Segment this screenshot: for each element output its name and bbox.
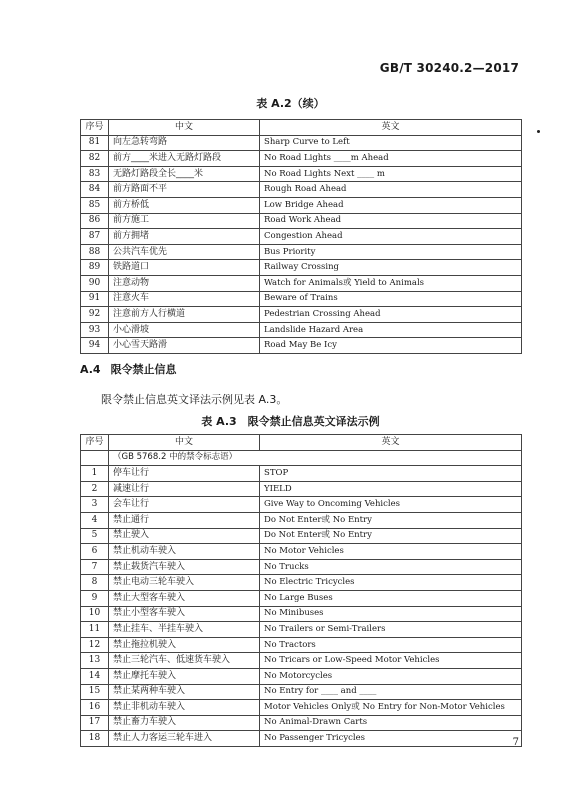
row-number: 13 <box>81 653 109 669</box>
table-row <box>81 182 522 198</box>
row-number: 84 <box>81 182 109 198</box>
table-row <box>81 151 522 167</box>
section-body-text: 限令禁止信息英文译法示例见表 A.3。 <box>101 393 288 406</box>
table-a3-title: 表 A.3 限令禁止信息英文译法示例 <box>201 415 380 428</box>
table-group-row <box>81 450 522 466</box>
row-english-text: Landslide Hazard Area <box>260 322 522 338</box>
row-chinese-text: 禁止通行 <box>109 512 260 528</box>
row-chinese-text: 禁止大型客车驶入 <box>109 590 260 606</box>
row-number: 88 <box>81 244 109 260</box>
row-number: 93 <box>81 322 109 338</box>
row-chinese-text: 禁止某两种车驶入 <box>109 684 260 700</box>
row-number: 81 <box>81 135 109 151</box>
row-number: 89 <box>81 260 109 276</box>
row-chinese-text: 禁止小型客车驶入 <box>109 606 260 622</box>
table-row <box>81 653 522 669</box>
row-english-text: Do Not Enter或 No Entry <box>260 528 522 544</box>
section-heading <box>80 361 177 377</box>
margin-mark <box>537 130 540 133</box>
row-english-text: Bus Priority <box>260 244 522 260</box>
table-row <box>81 512 522 528</box>
row-chinese-text: 禁止畜力车驶入 <box>109 715 260 731</box>
row-chinese-text: 禁止人力客运三轮车进入 <box>109 731 260 747</box>
row-english-text: No Electric Tricycles <box>260 575 522 591</box>
row-chinese-text: 小心雪天路滑 <box>109 338 260 354</box>
table-row <box>81 575 522 591</box>
row-chinese-text: 禁止电动三轮车驶入 <box>109 575 260 591</box>
section-title: 限令禁止信息 <box>110 363 177 376</box>
column-header-chinese: 中文 <box>109 120 260 136</box>
page-number: 7 <box>512 737 519 748</box>
table-row <box>81 481 522 497</box>
table-header-row <box>81 435 522 451</box>
row-number: 87 <box>81 229 109 245</box>
row-number: 7 <box>81 559 109 575</box>
row-chinese-text: 公共汽车优先 <box>109 244 260 260</box>
table-row <box>81 715 522 731</box>
table-row <box>81 275 522 291</box>
row-chinese-text: 前方路面不平 <box>109 182 260 198</box>
table-row <box>81 637 522 653</box>
row-english-text: No Trucks <box>260 559 522 575</box>
row-number: 82 <box>81 151 109 167</box>
row-number: 83 <box>81 166 109 182</box>
table-row <box>81 606 522 622</box>
row-english-text: YIELD <box>260 481 522 497</box>
row-number: 94 <box>81 338 109 354</box>
row-english-text: No Tractors <box>260 637 522 653</box>
row-english-text: No Passenger Tricycles <box>260 731 522 747</box>
section-number: A.4 <box>80 363 101 376</box>
row-english-text: Congestion Ahead <box>260 229 522 245</box>
row-number: 9 <box>81 590 109 606</box>
table-row <box>81 244 522 260</box>
table-row <box>81 322 522 338</box>
row-chinese-text: 前方拥堵 <box>109 229 260 245</box>
row-chinese-text: 注意动物 <box>109 275 260 291</box>
row-chinese-text: 禁止摩托车驶入 <box>109 668 260 684</box>
row-number: 85 <box>81 197 109 213</box>
row-chinese-text: 禁止驶入 <box>109 528 260 544</box>
table-row <box>81 668 522 684</box>
row-chinese-text: 注意火车 <box>109 291 260 307</box>
row-number: 3 <box>81 497 109 513</box>
row-english-text: Pedestrian Crossing Ahead <box>260 307 522 323</box>
row-english-text: No Road Lights Next ____ m <box>260 166 522 182</box>
standard-code: GB/T 30240.2—2017 <box>379 61 519 75</box>
row-chinese-text: 无路灯路段全长____米 <box>109 166 260 182</box>
row-number: 90 <box>81 275 109 291</box>
table-row <box>81 466 522 482</box>
row-chinese-text: 前方桥低 <box>109 197 260 213</box>
column-header-english: 英文 <box>260 120 522 136</box>
row-number: 8 <box>81 575 109 591</box>
row-english-text: No Road Lights ____m Ahead <box>260 151 522 167</box>
table-row <box>81 135 522 151</box>
group-spacer-cell <box>81 450 109 466</box>
group-label: （GB 5768.2 中的禁令标志语） <box>109 450 522 466</box>
row-chinese-text: 禁止挂车、半挂车驶入 <box>109 622 260 638</box>
column-header-english: 英文 <box>260 435 522 451</box>
row-number: 10 <box>81 606 109 622</box>
row-number: 18 <box>81 731 109 747</box>
row-number: 17 <box>81 715 109 731</box>
row-chinese-text: 禁止三轮汽车、低速货车驶入 <box>109 653 260 669</box>
row-english-text: Motor Vehicles Only或 No Entry for Non-Motor Vehicles <box>260 700 522 716</box>
row-number: 86 <box>81 213 109 229</box>
row-english-text: Do Not Enter或 No Entry <box>260 512 522 528</box>
table-row <box>81 497 522 513</box>
row-english-text: Road May Be Icy <box>260 338 522 354</box>
table-row <box>81 213 522 229</box>
table-row <box>81 559 522 575</box>
row-number: 15 <box>81 684 109 700</box>
row-chinese-text: 禁止拖拉机驶入 <box>109 637 260 653</box>
column-header-number: 序号 <box>81 435 109 451</box>
table-row <box>81 260 522 276</box>
table-row <box>81 528 522 544</box>
row-english-text: No Motorcycles <box>260 668 522 684</box>
table-row <box>81 590 522 606</box>
row-english-text: No Animal-Drawn Carts <box>260 715 522 731</box>
row-number: 16 <box>81 700 109 716</box>
row-english-text: No Motor Vehicles <box>260 544 522 560</box>
column-header-chinese: 中文 <box>109 435 260 451</box>
table-row <box>81 731 522 747</box>
row-chinese-text: 禁止非机动车驶入 <box>109 700 260 716</box>
table-row <box>81 544 522 560</box>
row-english-text: Road Work Ahead <box>260 213 522 229</box>
column-header-number: 序号 <box>81 120 109 136</box>
row-chinese-text: 前方施工 <box>109 213 260 229</box>
table-header-row <box>81 120 522 136</box>
row-english-text: Low Bridge Ahead <box>260 197 522 213</box>
row-english-text: Beware of Trains <box>260 291 522 307</box>
row-chinese-text: 小心滑坡 <box>109 322 260 338</box>
row-chinese-text: 铁路道口 <box>109 260 260 276</box>
table-a3 <box>80 434 522 747</box>
row-english-text: Give Way to Oncoming Vehicles <box>260 497 522 513</box>
row-number: 91 <box>81 291 109 307</box>
row-chinese-text: 前方____米进入无路灯路段 <box>109 151 260 167</box>
table-row <box>81 684 522 700</box>
row-chinese-text: 会车让行 <box>109 497 260 513</box>
table-row <box>81 338 522 354</box>
row-english-text: No Trailers or Semi-Trailers <box>260 622 522 638</box>
row-chinese-text: 停车让行 <box>109 466 260 482</box>
table-row <box>81 197 522 213</box>
table-a2 <box>80 119 522 354</box>
row-number: 4 <box>81 512 109 528</box>
row-number: 2 <box>81 481 109 497</box>
table-a2-title: 表 A.2（续） <box>256 97 325 110</box>
row-english-text: No Entry for ____ and ____ <box>260 684 522 700</box>
row-number: 6 <box>81 544 109 560</box>
table-row <box>81 291 522 307</box>
row-chinese-text: 禁止载货汽车驶入 <box>109 559 260 575</box>
table-row <box>81 229 522 245</box>
row-number: 1 <box>81 466 109 482</box>
table-row <box>81 700 522 716</box>
row-chinese-text: 向左急转弯路 <box>109 135 260 151</box>
row-english-text: STOP <box>260 466 522 482</box>
row-number: 92 <box>81 307 109 323</box>
table-row <box>81 307 522 323</box>
row-english-text: Sharp Curve to Left <box>260 135 522 151</box>
table-row <box>81 166 522 182</box>
row-english-text: Rough Road Ahead <box>260 182 522 198</box>
row-number: 11 <box>81 622 109 638</box>
table-row <box>81 622 522 638</box>
row-english-text: No Large Buses <box>260 590 522 606</box>
row-number: 12 <box>81 637 109 653</box>
row-chinese-text: 减速让行 <box>109 481 260 497</box>
row-english-text: Watch for Animals或 Yield to Animals <box>260 275 522 291</box>
row-number: 5 <box>81 528 109 544</box>
row-chinese-text: 注意前方人行横道 <box>109 307 260 323</box>
row-english-text: No Minibuses <box>260 606 522 622</box>
row-english-text: No Tricars or Low-Speed Motor Vehicles <box>260 653 522 669</box>
row-number: 14 <box>81 668 109 684</box>
row-english-text: Railway Crossing <box>260 260 522 276</box>
row-chinese-text: 禁止机动车驶入 <box>109 544 260 560</box>
